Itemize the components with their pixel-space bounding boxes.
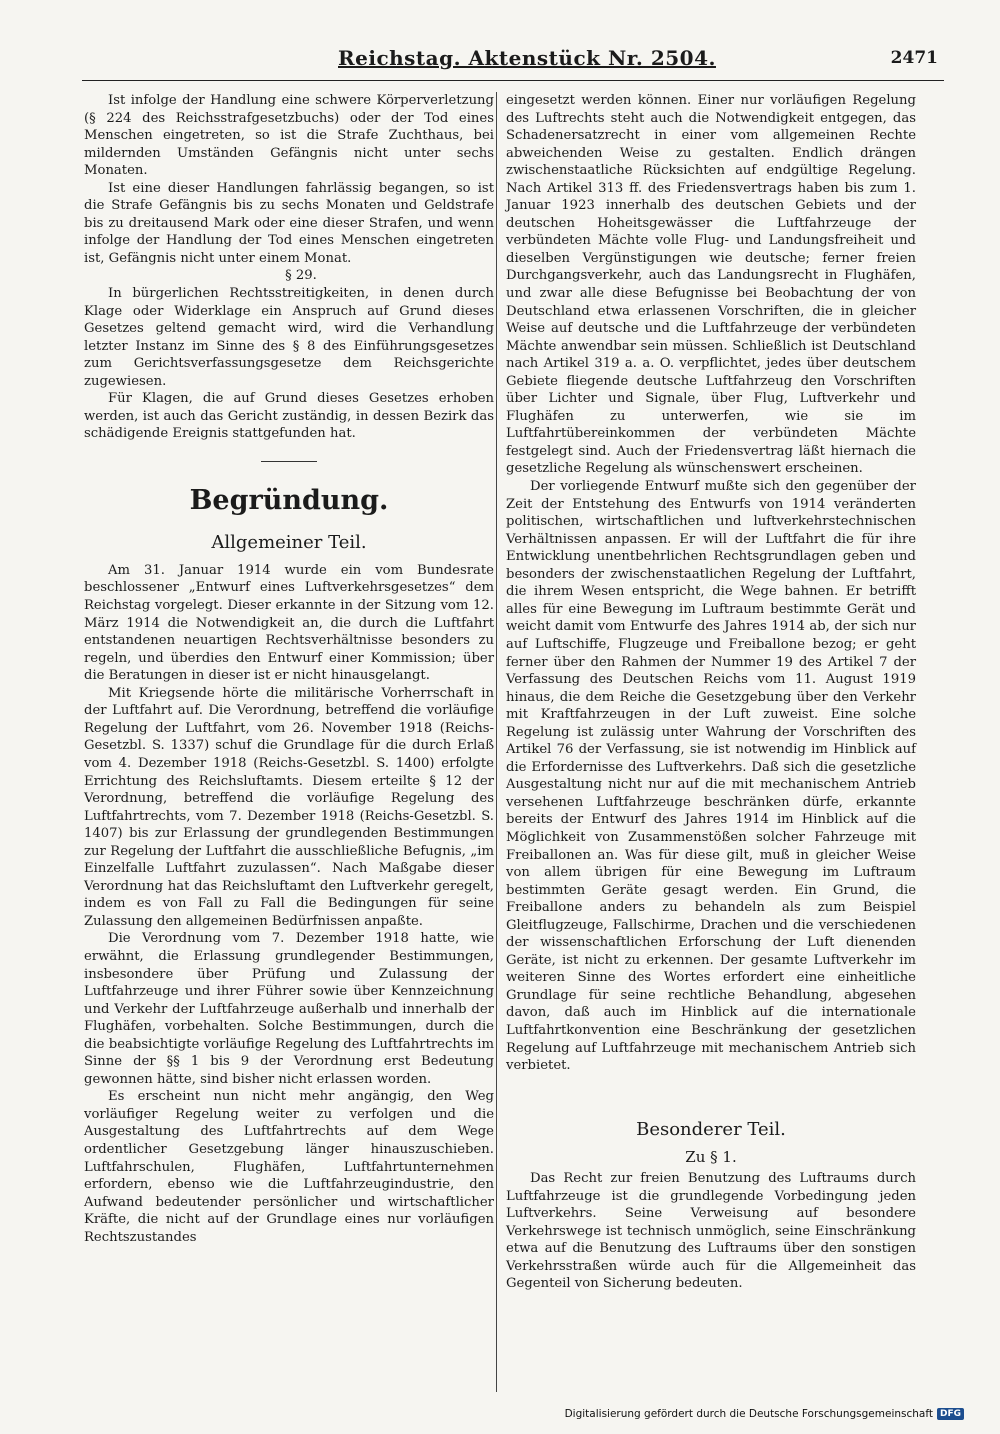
footer bbox=[565, 1408, 964, 1420]
footer-credit: Digitalisierung gefördert durch die Deutsche Forschungsgemeinschaft bbox=[564, 1408, 933, 1420]
paragraph: Mit Kriegsende hörte die militärische Vorherrschaft in der Luftfahrt auf. Die Verordnung, betreffend die vorläufige Regelung der Luftfahrt, vom 26. November 1918 (Reichs-Gesetzbl. S. 1337) schuf die Grundlage für die durch Erlaß vom 4. Dezember 1918 (Reichs-Gesetzbl. S. 1400) erfolgte Errichtung des Reichsluftamts. Diesem erteilte § 12 der Verordnung, betreffend die vorläufige Regelung des Luftfahrtrechts, vom 7. Dezember 1918 (Reichs-Gesetzbl. S. 1407) bis zur Erlassung der grundlegenden Bestimmungen zur Regelung der Luftfahrt die ausschließliche Befugnis, „im Einzelfalle Luftfahrt zuzulassen“. Nach Maßgabe dieser Verordnung hat das Reichsluftamt den Luftverkehr geregelt, indem es von Fall zu Fall die Bedingungen für seine Zulassung den allgemeinen Bedürfnissen anpaßte. bbox=[84, 685, 494, 929]
paragraph: Die Verordnung vom 7. Dezember 1918 hatte, wie erwähnt, die Erlassung grundlegender Bestimmungen, insbesondere über Prüfung und Zulassung der Luftfahrzeuge und ihrer Führer sowie über Kennzeichnung und Verkehr der Luftfahrzeuge außerhalb und innerhalb der Flughäfen, vorbehalten. Solche Bestimmungen, durch die die beabsichtigte vorläufige Regelung des Luftfahrtrechts im Sinne der §§ 1 bis 9 der Verordnung erst Bedeutung gewonnen hätte, sind bisher nicht erlassen worden. bbox=[84, 931, 494, 1087]
left-column bbox=[84, 92, 494, 1246]
page-number: 2471 bbox=[890, 48, 938, 68]
paragraph: Das Recht zur freien Benutzung des Luftraums durch Luftfahrzeuge ist die grundlegende Vorbedingung jeden Luftverkehrs. Seine Verweisung auf besondere Verkehrswege ist technisch unmöglich, seine Einschränkung etwa auf die Benutzung des Luftraums über den sonstigen Verkehrsstraßen würde auch für die Allgemeinheit das Gegenteil von Sicherung bedeuten. bbox=[506, 1171, 916, 1292]
column-divider bbox=[496, 92, 497, 1392]
paragraph: Der vorliegende Entwurf mußte sich den gegenüber der Zeit der Entstehung des Entwurfs von 1914 veränderten politischen, wirtschaftlichen und luftverkehrstechnischen Verhältnissen anpassen. Er will der Luftfahrt die für ihre Entwicklung unentbehrlichen Rechtsgrundlagen geben und besonders der zwischenstaatlichen Regelung der Luftfahrt, die ihrem Wesen entspricht, die Wege bahnen. Er betrifft alles für eine Bewegung im Luftraum bestimmte Gerät und weicht damit vom Entwurfe des Jahres 1914 ab, der sich nur auf Luftschiffe, Flugzeuge und Freiballone bezog; er geht ferner über den Rahmen der Nummer 19 des Artikel 7 der Verfassung des Deutschen Reichs vom 11. August 1919 hinaus, die dem Reiche die Gesetzgebung über den Verkehr mit Kraftfahrzeugen in der Luft zuweist. Eine solche Regelung ist zulässig unter Wahrung der Vorschriften des Artikel 76 der Verfassung, sie ist notwendig im Hinblick auf die Erfordernisse des Luftverkehrs. Daß sich die gesetzliche Ausgestaltung nicht nur auf die mit mechanischem Antrieb versehenen Luftfahrzeuge beschränken dürfe, erkannte bereits der Entwurf des Jahres 1914 im Hinblick auf die Möglichkeit von Zusammenstößen solcher Fahrzeuge mit Freiballonen an. Was für diese gilt, muß in gleicher Weise von allem übrigen für eine Bewegung im Luftraum bestimmten Geräte gesagt werden. Ein Grund, die Freiballone anders zu behandeln als zum Beispiel Gleitflugzeuge, Fallschirme, Drachen und die verschiedenen der wissenschaftlichen Erforschung der Luft dienenden Geräte, ist nicht zu erkennen. Der gesamte Luftverkehr im weiteren Sinne des Wortes erfordert eine einheitliche Grundlage für seine rechtliche Behandlung, abgesehen davon, daß auch im Hinblick auf die internationale Luftfahrtkonvention eine Beschränkung der gesetzlichen Regelung auf Luftfahrzeuge mit mechanischem Antrieb sich verbietet. bbox=[506, 479, 916, 1074]
section-number: § 29. bbox=[285, 268, 317, 284]
paragraph: eingesetzt werden können. Einer nur vorläufigen Regelung des Luftrechts steht auch die Notwendigkeit entgegen, das Schadenersatzrecht in einer vom allgemeinen Rechte abweichenden Weise zu gestalten. Endlich drängen zwischenstaatliche Rücksichten auf endgültige Regelung. Nach Artikel 313 ff. des Friedensvertrags haben bis zum 1. Januar 1923 innerhalb des deutschen Gebiets und der deutschen Hoheitsgewässer die Luftfahrzeuge der verbündeten Mächte volle Flug- und Landungsfreiheit und dieselben Vergünstigungen wie deutsche; ferner freien Durchgangsverkehr, auch das Landungsrecht in Flughäfen, und zwar alle diese Befugnisse bei Beobachtung der von Deutschland etwa erlassenen Vorschriften, die in gleicher Weise auf deutsche und die Luftfahrzeuge der verbündeten Mächte anwendbar sein müssen. Schließlich ist Deutschland nach Artikel 319 a. a. O. verpflichtet, jedes über deutschem Gebiete fliegende deutsche Luftfahrzeug den Vorschriften über Lichter und Signale, über Flug, Luftverkehr und Flughäfen zu unterwerfen, wie sie im Luftfahrtübereinkommen der verbündeten Mächte festgelegt sind. Auch der Friedensvertrag läßt hiernach die gesetzliche Regelung als wünschenswert erscheinen. bbox=[506, 93, 916, 477]
dfg-logo-icon: DFG bbox=[937, 1408, 964, 1420]
section-reference: Zu § 1. bbox=[685, 1147, 737, 1166]
sub-heading: Allgemeiner Teil. bbox=[211, 531, 367, 553]
paragraph: In bürgerlichen Rechtsstreitigkeiten, in denen durch Klage oder Widerklage ein Anspruch auf Grund dieses Gesetzes geltend gemacht wird, wird die Verhandlung letzter Instanz im Sinne des § 8 des Einführungsgesetzes zum Gerichtsverfassungsgesetze dem Reichsgerichte zugewiesen. bbox=[84, 286, 494, 389]
paragraph: Ist eine dieser Handlungen fahrlässig begangen, so ist die Strafe Gefängnis bis zu sechs Monaten und Geldstrafe bis zu dreitausend Mark oder eine dieser Strafen, und wenn infolge der Handlung der Tod eines Menschen eingetreten ist, Gefängnis nicht unter einem Monat. bbox=[84, 180, 494, 266]
header-rule bbox=[82, 80, 944, 81]
paragraph: Am 31. Januar 1914 wurde ein vom Bundesrate beschlossener „Entwurf eines Luftverkehrsgesetzes“ dem Reichstag vorgelegt. Dieser erkannte in der Sitzung vom 12. März 1914 die Notwendigkeit an, die durch die Luftfahrt entstandenen neuartigen Rechtsverhältnisse besonders zu regeln, und überdies den Entwurf einer Kommission; über die Beratungen in dieser ist er nicht hinausgelangt. bbox=[84, 562, 494, 684]
running-title: Reichstag. Aktenstück Nr. 2504. bbox=[338, 46, 716, 70]
page-header bbox=[80, 44, 940, 74]
paragraph: Für Klagen, die auf Grund dieses Gesetzes erhoben werden, ist auch das Gericht zuständig, in dessen Bezirk das schädigende Ereignis stattgefunden hat. bbox=[84, 391, 494, 442]
main-heading: Begründung. bbox=[189, 484, 389, 516]
right-column bbox=[506, 92, 916, 1293]
paragraph: Ist infolge der Handlung eine schwere Körperverletzung (§ 224 des Reichsstrafgesetzbuchs) oder der Tod eines Menschen eingetreten, so ist die Strafe Zuchthaus, bei mildernden Umständen Gefängnis nicht unter sechs Monaten. bbox=[84, 93, 494, 179]
paragraph: Es erscheint nun nicht mehr angängig, den Weg vorläufiger Regelung weiter zu verfolgen und die Ausgestaltung des Luftfahrtrechts auf dem Wege ordentlicher Gesetzgebung länger hinauszuschieben. Luftfahrschulen, Flughäfen, Luftfahrtunternehmen erfordern, ebenso wie die Luftfahrzeugindustrie, den Aufwand bedeutender persönlicher und wirtschaftlicher Kräfte, die nicht auf der Grundlage eines nur vorläufigen Rechtszustandes bbox=[84, 1089, 494, 1245]
sub-heading: Besonderer Teil. bbox=[636, 1118, 786, 1140]
section-divider bbox=[261, 461, 317, 462]
